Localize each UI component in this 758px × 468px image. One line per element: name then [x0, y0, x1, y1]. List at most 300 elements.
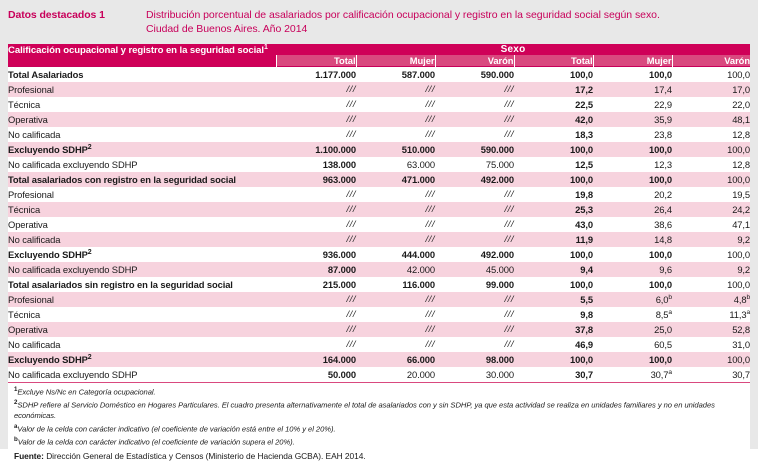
data-value: 22,9 [654, 98, 672, 110]
data-value: 11,3 [729, 308, 747, 320]
data-cell [435, 217, 514, 232]
data-cell [276, 66, 356, 82]
data-cell [514, 322, 593, 337]
data-value: 38,6 [654, 218, 672, 230]
data-cell [593, 82, 672, 97]
data-cell [593, 307, 672, 322]
data-value: 8,5 [655, 308, 669, 320]
row-label-text: Total Asalariados [8, 68, 84, 80]
data-cell [672, 112, 750, 127]
data-value: 30.000 [485, 368, 514, 380]
row-label [8, 217, 276, 232]
data-cell [356, 217, 435, 232]
data-cell [435, 127, 514, 142]
page-title-line2: Ciudad de Buenos Aires. Año 2014 [146, 22, 308, 35]
data-value: 17,0 [732, 83, 751, 95]
data-value: 22,0 [732, 98, 751, 110]
footnotes-list [14, 386, 742, 448]
row-label-superscript: 2 [87, 143, 92, 151]
data-cell [514, 187, 593, 202]
data-cell [356, 322, 435, 337]
data-cell [593, 202, 672, 217]
data-cell [356, 262, 435, 277]
data-cell [593, 277, 672, 292]
data-cell [356, 112, 435, 127]
data-cell [593, 337, 672, 352]
data-cell [593, 217, 672, 232]
table-row [8, 97, 750, 112]
row-label [8, 97, 276, 112]
data-value: 9,8 [580, 308, 593, 320]
no-data-marker: /// [425, 99, 435, 111]
data-cell [356, 66, 435, 82]
footnote-text: Excluye Ns/Nc en Categoría ocupacional. [17, 387, 156, 397]
data-cell [672, 247, 750, 262]
data-cell [672, 127, 750, 142]
no-data-marker: /// [346, 99, 356, 111]
data-value: 100,0 [649, 173, 672, 185]
data-value: 100,0 [570, 173, 593, 185]
data-value: 590.000 [480, 143, 514, 155]
data-value: 1.100.000 [315, 143, 356, 155]
column-header-1: Mujer [356, 55, 435, 67]
stub-header-text: Calificación ocupacional y registro en la seguridad social [8, 44, 264, 56]
cell-superscript: a [668, 368, 672, 376]
footnote [14, 423, 742, 435]
data-cell [356, 187, 435, 202]
source-line [14, 451, 742, 462]
data-cell [435, 277, 514, 292]
table-row [8, 82, 750, 97]
data-cell [356, 292, 435, 307]
column-header-0: Total [276, 55, 356, 67]
data-cell [672, 187, 750, 202]
data-cell [593, 232, 672, 247]
no-data-marker: /// [425, 129, 435, 141]
data-cell [356, 277, 435, 292]
row-label [8, 247, 276, 262]
row-label [8, 322, 276, 337]
data-cell [435, 172, 514, 187]
data-cell [276, 127, 356, 142]
data-cell [672, 322, 750, 337]
data-value: 215.000 [322, 278, 356, 290]
table-row [8, 262, 750, 277]
row-label-text: Total asalariados con registro en la seguridad social [8, 173, 236, 185]
row-label [8, 262, 276, 277]
row-label-text: Técnica [8, 308, 41, 320]
data-cell [593, 367, 672, 383]
cell-superscript: a [668, 308, 672, 316]
row-label [8, 277, 276, 292]
data-cell [514, 337, 593, 352]
data-value: 25,3 [575, 203, 593, 215]
data-cell [276, 232, 356, 247]
table-row [8, 292, 750, 307]
data-value: 100,0 [727, 278, 751, 290]
data-cell [276, 337, 356, 352]
data-cell [435, 337, 514, 352]
data-value: 963.000 [322, 173, 356, 185]
data-cell [356, 367, 435, 383]
no-data-marker: /// [425, 204, 435, 216]
no-data-marker: /// [346, 339, 356, 351]
data-cell [356, 97, 435, 112]
data-value: 100,0 [727, 353, 751, 365]
footnote-text: Valor de la celda con carácter indicativo (el coeficiente de variación supera el 20%). [17, 437, 295, 447]
data-value: 100,0 [649, 278, 672, 290]
data-cell [514, 352, 593, 367]
data-value: 116.000 [402, 278, 435, 290]
data-cell [514, 127, 593, 142]
data-value: 444.000 [401, 248, 435, 260]
data-cell [672, 337, 750, 352]
data-value: 25,0 [654, 323, 672, 335]
source-text: Dirección General de Estadística y Censos (Ministerio de Hacienda GCBA). EAH 2014. [46, 450, 366, 461]
data-value: 492.000 [480, 173, 514, 185]
group-header-sexo: Sexo [276, 44, 750, 55]
data-value: 471.000 [401, 173, 435, 185]
no-data-marker: /// [504, 309, 514, 321]
data-cell [593, 172, 672, 187]
cell-superscript: b [746, 293, 751, 301]
data-cell [435, 202, 514, 217]
data-cell [356, 127, 435, 142]
data-cell [356, 247, 435, 262]
data-value: 12,8 [732, 128, 751, 140]
data-cell [672, 307, 750, 322]
no-data-marker: /// [425, 234, 435, 246]
table-row [8, 142, 750, 157]
data-cell [672, 292, 750, 307]
data-cell [672, 217, 750, 232]
row-label [8, 127, 276, 142]
row-label [8, 66, 276, 82]
no-data-marker: /// [346, 189, 356, 201]
footnote-marker: 2 [14, 399, 18, 406]
data-value: 11,9 [575, 233, 593, 245]
data-cell [356, 232, 435, 247]
data-value: 30,7 [732, 368, 751, 380]
data-value: 31,0 [732, 338, 751, 350]
row-label [8, 157, 276, 172]
data-cell [593, 352, 672, 367]
data-cell [514, 202, 593, 217]
data-cell [514, 97, 593, 112]
data-cell [435, 367, 514, 383]
data-value: 100,0 [649, 68, 672, 80]
data-value: 9,2 [737, 233, 751, 245]
data-value: 18,3 [575, 128, 593, 140]
data-cell [356, 352, 435, 367]
data-cell [672, 66, 750, 82]
data-cell [672, 97, 750, 112]
data-cell [276, 202, 356, 217]
data-cell [435, 157, 514, 172]
data-value: 87.000 [327, 263, 356, 275]
data-cell [276, 367, 356, 383]
data-cell [593, 187, 672, 202]
footnotes-block [8, 383, 750, 468]
data-cell [514, 232, 593, 247]
data-value: 24,2 [732, 203, 751, 215]
data-cell [276, 307, 356, 322]
data-value: 45.000 [485, 263, 514, 275]
footnote-marker: a [14, 422, 18, 430]
data-value: 19,5 [732, 188, 751, 200]
no-data-marker: /// [346, 204, 356, 216]
data-value: 164.000 [322, 353, 356, 365]
data-cell [276, 172, 356, 187]
no-data-marker: /// [346, 84, 356, 96]
data-cell [435, 82, 514, 97]
data-value: 20.000 [406, 368, 435, 380]
data-cell [435, 112, 514, 127]
data-value: 42.000 [406, 263, 435, 275]
data-cell [435, 292, 514, 307]
data-cell [276, 352, 356, 367]
data-value: 100,0 [570, 143, 593, 155]
data-cell [514, 172, 593, 187]
data-value: 30,7 [575, 368, 593, 380]
data-cell [514, 82, 593, 97]
data-value: 100,0 [727, 173, 751, 185]
data-value: 12,3 [654, 158, 672, 170]
footnote [14, 399, 742, 421]
row-label-text: Total asalariados sin registro en la seguridad social [8, 278, 233, 290]
data-cell [593, 66, 672, 82]
data-cell [514, 142, 593, 157]
data-value: 47,1 [732, 218, 751, 230]
data-value: 100,0 [649, 143, 672, 155]
row-label [8, 232, 276, 247]
no-data-marker: /// [425, 294, 435, 306]
data-value: 9,6 [659, 263, 672, 275]
data-cell [435, 232, 514, 247]
data-cell [514, 247, 593, 262]
row-label-text: Operativa [8, 218, 48, 230]
row-label [8, 142, 276, 157]
row-label-text: No calificada [8, 338, 61, 350]
no-data-marker: /// [504, 204, 514, 216]
no-data-marker: /// [346, 324, 356, 336]
data-value: 100,0 [649, 353, 672, 365]
data-value: 12,5 [575, 158, 593, 170]
data-cell [435, 247, 514, 262]
no-data-marker: /// [504, 189, 514, 201]
data-value: 42,0 [575, 113, 593, 125]
data-cell [514, 307, 593, 322]
data-value: 43,0 [575, 218, 593, 230]
data-value: 100,0 [649, 248, 672, 260]
data-cell [593, 247, 672, 262]
data-value: 63.000 [406, 158, 435, 170]
data-cell [593, 292, 672, 307]
data-cell [356, 172, 435, 187]
row-label [8, 187, 276, 202]
data-cell [276, 292, 356, 307]
data-value: 48,1 [732, 113, 751, 125]
table-row [8, 112, 750, 127]
data-cell [593, 322, 672, 337]
footnote [14, 386, 742, 398]
no-data-marker: /// [346, 129, 356, 141]
data-cell [276, 157, 356, 172]
cell-superscript: a [746, 308, 751, 316]
no-data-marker: /// [504, 84, 514, 96]
data-cell [672, 142, 750, 157]
data-cell [672, 82, 750, 97]
data-value: 9,2 [737, 263, 751, 275]
row-label-text: Técnica [8, 203, 41, 215]
header-row-group [8, 44, 750, 55]
data-value: 100,0 [727, 68, 751, 80]
data-cell [276, 187, 356, 202]
row-label-text: Técnica [8, 98, 41, 110]
data-cell [514, 112, 593, 127]
data-value: 1.177.000 [315, 68, 356, 80]
data-value: 30,7 [650, 368, 669, 380]
table-row [8, 307, 750, 322]
data-value: 46,9 [575, 338, 593, 350]
source-label: Fuente: [14, 450, 44, 461]
data-cell [276, 322, 356, 337]
no-data-marker: /// [504, 324, 514, 336]
data-value: 14,8 [654, 233, 672, 245]
no-data-marker: /// [346, 114, 356, 126]
data-cell [514, 66, 593, 82]
data-value: 100,0 [570, 68, 593, 80]
data-cell [514, 277, 593, 292]
page-title-line1: Distribución porcentual de asalariados por calificación ocupacional y registro en la seguridad social según sexo. [146, 9, 660, 21]
data-cell [672, 157, 750, 172]
data-value: 75.000 [485, 158, 514, 170]
data-value: 52,8 [732, 323, 751, 335]
data-cell [276, 247, 356, 262]
data-table [8, 44, 750, 383]
data-cell [356, 82, 435, 97]
data-cell [672, 367, 750, 383]
data-cell [593, 112, 672, 127]
data-value: 100,0 [727, 248, 751, 260]
row-label [8, 292, 276, 307]
data-cell [514, 367, 593, 383]
data-cell [276, 142, 356, 157]
row-label [8, 82, 276, 97]
data-cell [356, 142, 435, 157]
cell-superscript: b [668, 293, 672, 301]
table-row [8, 337, 750, 352]
row-label [8, 352, 276, 367]
data-cell [672, 262, 750, 277]
row-label-text: No calificada excluyendo SDHP [8, 368, 138, 380]
data-cell [672, 202, 750, 217]
data-cell [435, 66, 514, 82]
data-value: 37,8 [575, 323, 593, 335]
data-value: 100,0 [570, 248, 593, 260]
row-label-text: Excluyendo SDHP [8, 143, 88, 155]
no-data-marker: /// [504, 114, 514, 126]
data-cell [435, 187, 514, 202]
row-label [8, 112, 276, 127]
row-label-superscript: 2 [87, 353, 92, 361]
table-row [8, 352, 750, 367]
data-value: 936.000 [322, 248, 356, 260]
data-value: 5,5 [580, 293, 593, 305]
no-data-marker: /// [504, 294, 514, 306]
column-header-2: Varón [435, 55, 514, 67]
data-cell [672, 277, 750, 292]
no-data-marker: /// [346, 309, 356, 321]
table-row [8, 202, 750, 217]
no-data-marker: /// [425, 219, 435, 231]
data-cell [435, 352, 514, 367]
no-data-marker: /// [504, 129, 514, 141]
data-cell [514, 217, 593, 232]
table-row [8, 172, 750, 187]
row-label-text: Operativa [8, 113, 48, 125]
data-value: 17,2 [575, 83, 593, 95]
column-header-4: Mujer [593, 55, 672, 67]
data-cell [672, 232, 750, 247]
table-row [8, 277, 750, 292]
data-cell [593, 157, 672, 172]
table-row [8, 247, 750, 262]
data-cell [593, 262, 672, 277]
data-cell [276, 82, 356, 97]
data-cell [276, 262, 356, 277]
footnote [14, 436, 742, 448]
data-cell [276, 112, 356, 127]
no-data-marker: /// [425, 339, 435, 351]
data-value: 60,5 [654, 338, 672, 350]
data-value: 100,0 [570, 353, 593, 365]
data-cell [276, 277, 356, 292]
data-value: 20,2 [654, 188, 672, 200]
data-cell [672, 352, 750, 367]
data-cell [593, 142, 672, 157]
data-cell [514, 157, 593, 172]
data-cell [356, 202, 435, 217]
table-row [8, 367, 750, 383]
table-row [8, 66, 750, 82]
data-cell [514, 292, 593, 307]
data-value: 138.000 [322, 158, 356, 170]
row-label-text: Excluyendo SDHP [8, 353, 88, 365]
row-label-text: No calificada [8, 233, 61, 245]
data-value: 35,9 [654, 113, 672, 125]
data-value: 22,5 [575, 98, 593, 110]
data-value: 17,4 [654, 83, 672, 95]
row-label-text: No calificada [8, 128, 61, 140]
no-data-marker: /// [346, 294, 356, 306]
data-cell [276, 217, 356, 232]
no-data-marker: /// [425, 189, 435, 201]
data-value: 66.000 [406, 353, 435, 365]
row-label-text: Operativa [8, 323, 48, 335]
page-title [146, 9, 750, 37]
row-label-text: Excluyendo SDHP [8, 248, 88, 260]
data-value: 12,8 [732, 158, 751, 170]
table-row [8, 157, 750, 172]
stub-header-cell [8, 44, 276, 67]
data-value: 6,0 [655, 293, 669, 305]
data-value: 9,4 [580, 263, 593, 275]
stub-header-superscript: 1 [263, 43, 268, 51]
table-body [8, 66, 750, 382]
no-data-marker: /// [425, 324, 435, 336]
row-label [8, 202, 276, 217]
